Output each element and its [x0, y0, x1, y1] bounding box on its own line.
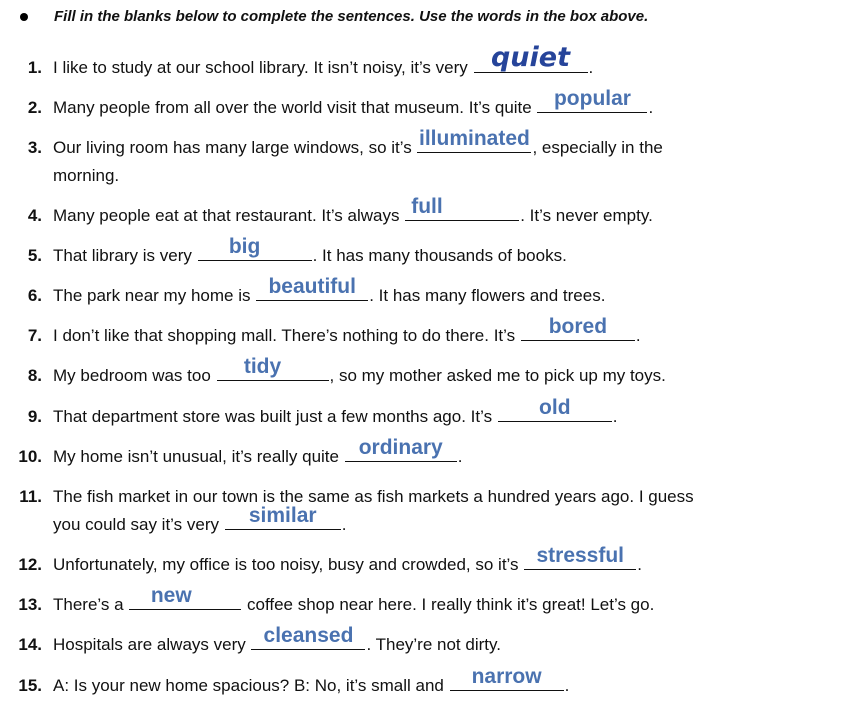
question-number: 2.	[27, 98, 42, 117]
answer-blank[interactable]	[225, 504, 341, 530]
question-text: The park near my home is beautiful . It has many flowers and trees.	[53, 275, 606, 305]
answer-text: quiet	[490, 42, 571, 73]
question-text-line2: morning.	[53, 166, 120, 185]
answer-text: illuminated	[419, 127, 530, 150]
answer-blank[interactable]	[524, 544, 636, 570]
answer-text: bored	[548, 315, 608, 338]
question-number: 11.	[19, 487, 42, 506]
answer-text: full	[411, 195, 443, 218]
answer-blank[interactable]	[417, 127, 531, 153]
question-text: Unfortunately, my office is too noisy, busy and crowded, so it’s stressful .	[53, 544, 642, 574]
question-11	[0, 483, 860, 539]
answer-blank[interactable]	[405, 195, 519, 221]
question-number: 9.	[27, 407, 42, 426]
answer-text: similar	[248, 504, 317, 527]
answer-blank[interactable]	[198, 235, 312, 261]
answer-text: tidy	[243, 355, 282, 378]
question-number: 12.	[18, 555, 42, 574]
answer-text: ordinary	[358, 436, 443, 459]
question-text: Many people eat at that restaurant. It’s always full . It’s never empty.	[53, 195, 653, 225]
answer-blank[interactable]	[498, 396, 612, 422]
answer-blank[interactable]	[217, 355, 329, 381]
answer-blank[interactable]	[537, 87, 647, 113]
question-text: Our living room has many large windows, so it’s illuminated , especially in the	[53, 127, 663, 157]
answer-blank[interactable]	[474, 42, 588, 73]
answer-blank[interactable]	[256, 275, 368, 301]
question-number: 10.	[18, 447, 42, 466]
question-text: There’s a new coffee shop near here. I really think it’s great! Let’s go.	[53, 584, 655, 614]
question-number: 15.	[18, 676, 42, 695]
question-text-line2: you could say it’s very similar .	[53, 504, 347, 534]
question-text: That library is very big . It has many thousands of books.	[53, 235, 567, 265]
answer-text: cleansed	[263, 624, 354, 647]
answer-blank[interactable]	[345, 436, 457, 462]
answer-text: new	[150, 584, 192, 607]
question-number: 6.	[27, 286, 42, 305]
question-text: I don’t like that shopping mall. There’s nothing to do there. It’s bored .	[53, 315, 641, 345]
answer-blank[interactable]	[450, 665, 564, 691]
answer-text: big	[228, 235, 261, 258]
question-text: Hospitals are always very cleansed . They’re not dirty.	[53, 624, 501, 654]
answer-blank[interactable]	[251, 624, 365, 650]
question-text: Many people from all over the world visit that museum. It’s quite popular .	[53, 87, 654, 117]
answer-text: stressful	[536, 544, 625, 567]
answer-blank[interactable]	[129, 584, 241, 610]
question-text: The fish market in our town is the same as fish markets a hundred years ago. I guess	[53, 487, 694, 506]
instruction-text: Fill in the blanks below to complete the sentences. Use the words in the box above.	[54, 8, 649, 25]
question-number: 13.	[18, 595, 42, 614]
question-number: 7.	[27, 326, 42, 345]
question-text: A: Is your new home spacious? B: No, it’s small and narrow .	[53, 665, 570, 695]
answer-text: popular	[553, 87, 631, 110]
question-text: My home isn’t unusual, it’s really quite ordinary .	[53, 436, 463, 466]
question-number: 14.	[18, 635, 42, 654]
answer-text: beautiful	[268, 275, 356, 298]
question-text: My bedroom was too tidy , so my mother asked me to pick up my toys.	[53, 355, 666, 385]
question-number: 8.	[27, 366, 42, 385]
question-3	[0, 127, 860, 190]
instruction	[16, 8, 648, 25]
answer-text: old	[539, 396, 571, 419]
bullet-icon	[20, 13, 28, 21]
question-text: I like to study at our school library. It isn’t noisy, it’s very quiet .	[53, 42, 594, 77]
answer-blank[interactable]	[521, 315, 635, 341]
question-text: That department store was built just a few months ago. It’s old .	[53, 396, 618, 426]
question-number: 4.	[27, 206, 42, 225]
question-number: 5.	[27, 246, 42, 265]
question-number: 3.	[27, 138, 42, 157]
answer-text: narrow	[471, 665, 542, 688]
question-number: 1.	[27, 58, 42, 77]
